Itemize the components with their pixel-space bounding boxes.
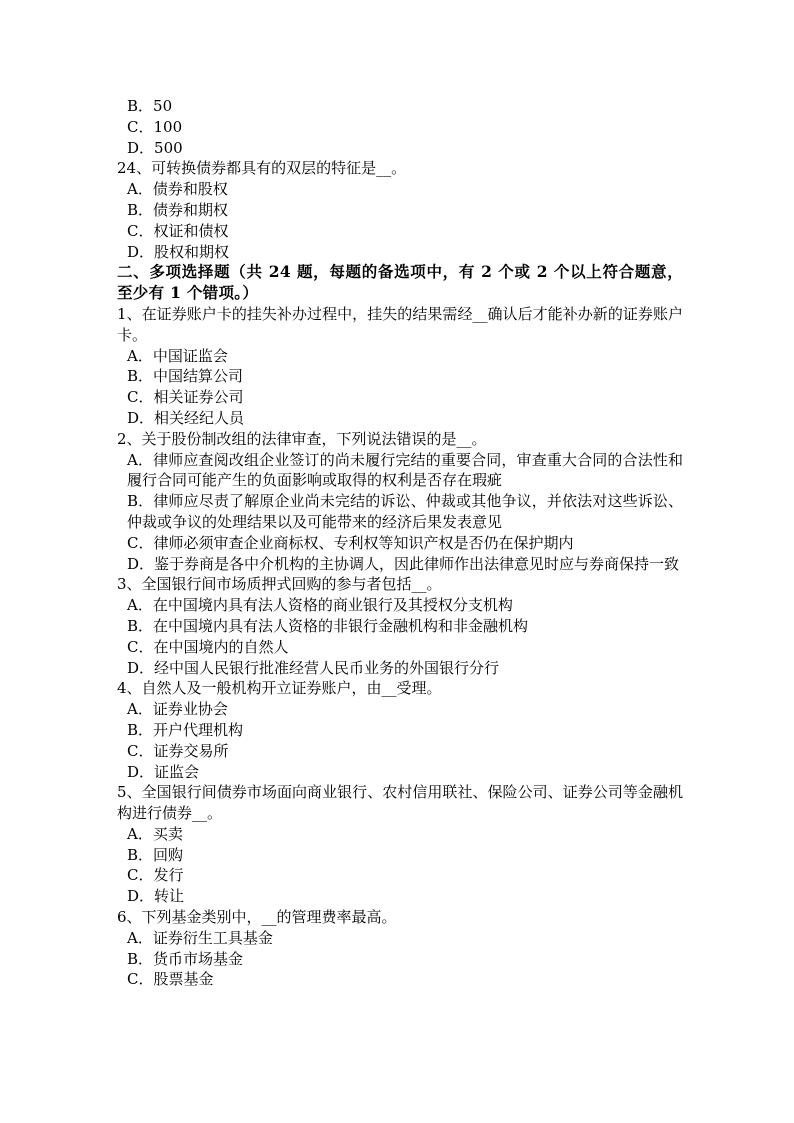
q1-option-a: A．中国证监会 xyxy=(127,346,228,365)
q24-option-d: D．股权和期权 xyxy=(127,242,230,261)
q3-option-a: A．在中国境内具有法人资格的商业银行及其授权分支机构 xyxy=(127,596,513,615)
q4-option-d: D．证监会 xyxy=(127,762,200,781)
q1-option-c: C．相关证券公司 xyxy=(127,388,244,407)
q3-stem: 3、全国银行间市场质押式回购的参与者包括__。 xyxy=(117,575,442,594)
q4-option-a: A．证券业协会 xyxy=(127,700,228,719)
q6-option-c: C．股票基金 xyxy=(127,970,214,989)
prev-option-d: D．500 xyxy=(127,138,183,157)
q2-option-a: A．律师应查阅改组企业签订的尚未履行完结的重要合同，审查重大合同的合法性和履行合同可能产生的负面影响或取得的权利是否存在瑕疵 xyxy=(127,450,683,490)
q1-option-d: D．相关经纪人员 xyxy=(127,408,245,427)
prev-option-c: C．100 xyxy=(127,117,183,136)
q5-option-a: A．买卖 xyxy=(127,824,183,843)
q3-option-c: C．在中国境内的自然人 xyxy=(127,637,289,656)
q5-option-c: C．发行 xyxy=(127,866,184,885)
q2-option-b: B．律师应尽责了解原企业尚未完结的诉讼、仲裁或其他争议，并依法对这些诉讼、仲裁或争议的处理结果以及可能带来的经济后果发表意见 xyxy=(127,492,683,531)
q4-option-c: C．证券交易所 xyxy=(127,741,229,760)
q5-option-b: B．回购 xyxy=(127,845,184,864)
q3-option-b: B．在中国境内具有法人资格的非银行金融机构和非金融机构 xyxy=(127,616,529,635)
q4-stem: 4、自然人及一般机构开立证券账户，由__受理。 xyxy=(117,679,442,698)
section-2-heading: 二、多项选择题（共 24 题，每题的备选项中，有 2 个或 2 个以上符合题意，至少有 1 个错项。） xyxy=(117,262,683,303)
q24-option-c: C．权证和债权 xyxy=(127,221,229,240)
q1-option-b: B．中国结算公司 xyxy=(127,367,244,386)
q5-option-d: D．转让 xyxy=(127,887,185,906)
q24-stem: 24、可转换债券都具有的双层的特征是__。 xyxy=(117,159,407,178)
prev-option-b: B．50 xyxy=(127,97,173,115)
q2-stem: 2、关于股份制改组的法律审查，下列说法错误的是__。 xyxy=(117,429,487,448)
document-body xyxy=(117,96,683,990)
q5-stem: 5、全国银行间债券市场面向商业银行、农村信用联社、保险公司、证券公司等金融机构进行债券__。 xyxy=(117,783,683,823)
q2-option-d: D．鉴于券商是各中介机构的主协调人，因此律师作出法律意见时应与券商保持一致 xyxy=(127,554,680,573)
q24-option-a: A．债券和股权 xyxy=(127,180,228,199)
q6-option-a: A．证券衍生工具基金 xyxy=(127,928,273,947)
q24-option-b: B．债券和期权 xyxy=(127,200,229,219)
q6-option-b: B．货币市场基金 xyxy=(127,949,244,968)
q4-option-b: B．开户代理机构 xyxy=(127,720,244,739)
q6-stem: 6、下列基金类别中，__的管理费率最高。 xyxy=(117,908,397,927)
q2-option-c: C．律师必须审查企业商标权、专利权等知识产权是否仍在保护期内 xyxy=(127,533,574,552)
q1-stem: 1、在证券账户卡的挂失补办过程中，挂失的结果需经__确认后才能补办新的证券账户卡。 xyxy=(117,304,683,344)
q3-option-d: D．经中国人民银行批准经营人民币业务的外国银行分行 xyxy=(127,658,500,677)
